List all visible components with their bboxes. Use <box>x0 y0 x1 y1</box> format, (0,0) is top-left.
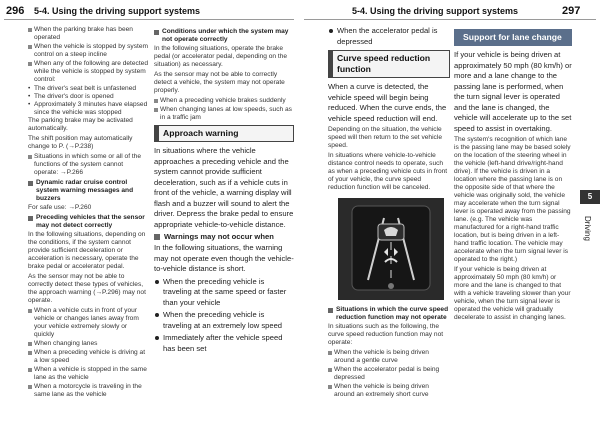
column-2 <box>154 26 294 436</box>
list-item: When changing lanes <box>28 340 148 348</box>
subheading: Dynamic radar cruise control system warning messages and buzzers <box>28 179 148 203</box>
list-item: When a vehicle cuts in front of your vehicle or changes lanes away from your vehicle extremely slowly or quickly <box>28 307 148 339</box>
list-item: When a vehicle is stopped in the same lane as the vehicle <box>28 366 148 382</box>
paragraph: In situations where vehicle-to-vehicle distance control needs to operate, such as when a preceding vehicle cuts in front of your vehicle, the curve speed reduction function will be canceled. <box>328 152 448 191</box>
right-page-number: 297 <box>562 5 581 17</box>
paragraph: The shift position may automatically change to P. (→P.238) <box>28 135 133 150</box>
list-item: Situations in which some or all of the functions of the system cannot operate: →P.266 <box>28 153 148 177</box>
paragraph: In the following situations, the warning may not operate even though the vehicle-to-vehicle distance is short. <box>154 243 294 273</box>
paragraph: For safe use: →P.260 <box>28 204 92 211</box>
subheading: Conditions under which the system may not operate correctly <box>154 28 294 44</box>
list-item: • Approximately 3 minutes have elapsed since the vehicle was stopped <box>28 101 148 117</box>
left-page-number: 296 <box>6 5 25 17</box>
list-item: When changing lanes at low speeds, such as in a traffic jam <box>154 106 294 122</box>
paragraph: In situations where the vehicle approaches a preceding vehicle and the system cannot provide sufficient deceleration, such as if a vehicle cuts in front of the vehicle, a warning display will flash and a buzzer will sound to alert the driver. Depress the brake pedal to ensure appropriate vehicle-to-vehicle distance. <box>154 146 294 229</box>
paragraph: If your vehicle is being driven at approximately 50 mph (80 km/h) or more and the lane is changed to that with a vehicle traveling slower than your vehicle, when the turn signal lever is operated the vehicle will gradually decelerate to assist in changing lanes. <box>454 266 571 321</box>
list-item: When a motorcycle is traveling in the same lane as the vehicle <box>28 383 148 399</box>
column-1 <box>28 26 148 436</box>
subheading: Warnings may not occur when <box>154 232 294 242</box>
paragraph: In situations such as the following, the curve speed reduction function may not operate: <box>328 323 444 346</box>
list-item: When the accelerator pedal is being depressed <box>328 366 450 382</box>
list-item: When the parking brake has been operated <box>28 26 148 42</box>
list-item: When the preceding vehicle is traveling at an extremely low speed <box>154 310 294 331</box>
list-item: When any of the following are detected while the vehicle is stopped by system control: <box>28 60 148 84</box>
paragraph: As the sensor may not be able to correctly detect these types of vehicles, the approach warning (→P.296) may not operate. <box>28 273 146 304</box>
curve-speed-reduction-illustration <box>338 198 444 300</box>
list-item: When the preceding vehicle is traveling at the same speed or faster than your vehicle <box>154 277 294 309</box>
right-section-title: 5-4. Using the driving support systems <box>352 6 519 16</box>
paragraph: In the following situations, operate the brake pedal (or accelerator pedal, depending on the situation) as necessary. <box>154 45 288 68</box>
paragraph: Depending on the situation, the vehicle speed will then return to the set vehicle speed. <box>328 126 442 149</box>
paragraph: The system's recognition of which lane is the passing lane may be based solely on the location of the steering wheel in the vehicle (left-hand drive/right-hand drive). If the vehicle is driven in a location where the passing lane is on the opposite side of that where the vehicle was originally sold, the vehicle may accelerate when the turn signal lever is operated away from the passing lane. (e.g. The vehicle was manufactured for a right-hand traffic location, but is being driven in a left-hand traffic location. The vehicle may accelerate when the turn signal lever is operated to the right.) <box>454 136 571 263</box>
chapter-tab-number: 5 <box>580 190 600 204</box>
list-item: Immediately after the vehicle speed has been set <box>154 333 294 354</box>
list-item: When the vehicle is being driven around a gentle curve <box>328 349 450 365</box>
list-item: When a preceding vehicle brakes suddenly <box>154 97 294 105</box>
subheading: Situations in which the curve speed reduction function may not operate <box>328 306 450 322</box>
column-3 <box>328 26 450 436</box>
section-title-approach-warning: Approach warning <box>154 125 294 142</box>
column-4 <box>454 26 572 436</box>
list-item: When the vehicle is stopped by system control on a steep incline <box>28 43 148 59</box>
paragraph: As the sensor may not be able to correctly detect a vehicle, the system may not operate properly. <box>154 71 285 94</box>
list-item: When the accelerator pedal is depressed <box>328 26 450 47</box>
list-item: When a preceding vehicle is driving at a low speed <box>28 349 148 365</box>
list-item: • The driver's seat belt is unfastened <box>28 85 148 93</box>
chapter-tab-label: Driving <box>583 216 592 241</box>
right-header-rule <box>304 19 596 20</box>
list-item: • The driver's door is opened <box>28 93 148 101</box>
paragraph: The parking brake may be activated automatically. <box>28 117 133 132</box>
page-header <box>0 0 600 22</box>
list-item: When the vehicle is being driven around an extremely short curve <box>328 383 450 399</box>
left-header-rule <box>4 19 294 20</box>
dashboard-display-graphic <box>338 198 444 300</box>
section-title-lane-change-support: Support for lane change <box>454 29 572 46</box>
paragraph: If your vehicle is being driven at approximately 50 mph (80 km/h) or more and a lane change to the passing lane is performed, when the turn signal lever is operated and the lane is changed, the vehicle will accelerate up to the set speed to assist in overtaking. <box>454 50 572 133</box>
paragraph: In the following situations, depending on the conditions, if the system cannot provide sufficient deceleration or acceleration is necessary, operate the brake pedal or accelerator pedal. <box>28 231 146 270</box>
paragraph: When a curve is detected, the vehicle speed will begin being reduced. When the curve ends, the vehicle speed reduction will end. <box>328 82 447 123</box>
left-section-title: 5-4. Using the driving support systems <box>34 6 201 16</box>
subheading: Preceding vehicles that the sensor may not detect correctly <box>28 214 148 230</box>
section-title-curve-speed-reduction: Curve speed reduction function <box>328 50 450 78</box>
